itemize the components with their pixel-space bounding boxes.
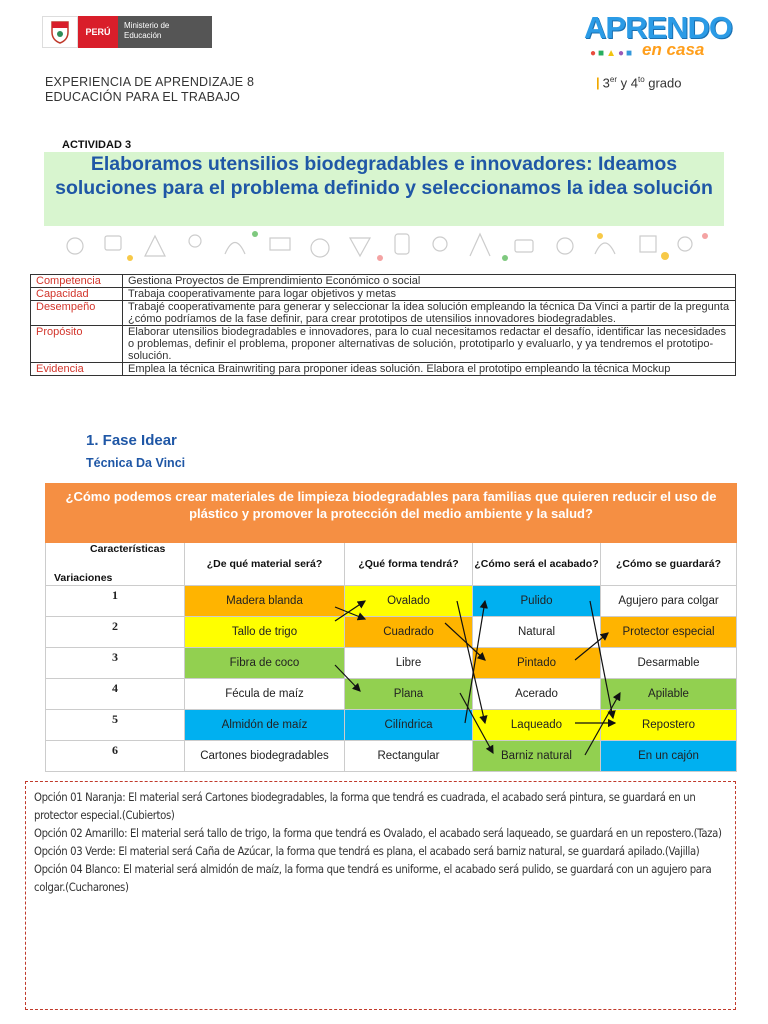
variation-number: 5 [45,710,185,741]
column-header: ¿Qué forma tendrá? [345,543,473,586]
variation-cell: Agujero para colgar [601,586,737,617]
table-row [45,710,737,741]
variation-number: 2 [45,617,185,648]
row-value: Emplea la técnica Brainwriting para proponer ideas solución. Elabora el prototipo empleando la técnica Mockup [123,363,736,376]
column-header: ¿Cómo se guardará? [601,543,737,586]
variation-cell: Cuadrado [345,617,473,648]
table-row [31,301,736,326]
variation-cell: Cilíndrica [345,710,473,741]
coat-of-arms-icon [42,16,78,48]
variation-cell: Cartones biodegradables [185,741,345,772]
column-header: ¿Cómo será el acabado? [473,543,601,586]
variation-cell: Apilable [601,679,737,710]
variation-cell: Laqueado [473,710,601,741]
variation-cell: Almidón de maíz [185,710,345,741]
corner-variations: Variaciones [54,572,113,584]
option-item: Opción 02 Amarillo: El material será tallo de trigo, la forma que tendrá es Ovalado, el acabado será laqueado, se guardará en un repostero.(Taza) [34,826,722,840]
variation-cell: Ovalado [345,586,473,617]
row-value: Trabajé cooperativamente para generar y seleccionar la idea solución empleando la técnica Da Vinci a partir de la pregunta ¿cómo podríamos de la fase definir, para crear prototipos de utensilios innovadores biodegradables. [123,301,736,326]
grade-label: | 3er y $4^{to}$ grado [596,75,682,91]
variation-cell: Pulido [473,586,601,617]
table-row [45,741,737,772]
aprendo-en-casa-logo [584,10,733,59]
activity-label: ACTIVIDAD 3 [62,139,132,151]
variation-cell: Protector especial [601,617,737,648]
row-label: Propósito [31,326,123,363]
corner-characteristics: Características [90,543,166,555]
table-row [31,288,736,301]
option-item: Opción 04 Blanco: El material será almidón de maíz, la forma que tendrá es uniforme, el acabado será pulido, se guardará con un agujero para colgar.(Cucharones) [34,862,712,894]
davinci-header-row [45,543,737,586]
variation-cell: Natural [473,617,601,648]
table-row [45,617,737,648]
row-label: Competencia [31,275,123,288]
column-header: ¿De qué material será? [185,543,345,586]
variation-number: 6 [45,741,185,772]
table-row [31,326,736,363]
variation-cell: Fécula de maíz [185,679,345,710]
row-label: Capacidad [31,288,123,301]
table-row [45,679,737,710]
variation-cell: Repostero [601,710,737,741]
brand-sub: en casa [642,40,705,59]
davinci-question: ¿Cómo podemos crear materiales de limpieza biodegradables para familias que quieren reducir el uso de plástico y promover la protección del medio ambiente y la salud? [45,483,737,543]
option-item: Opción 03 Verde: El material será Caña de Azúcar, la forma que tendrá es plana, el acabado será barniz natural, se guardará apilado.(Vajilla) [34,844,700,858]
variation-cell: Fibra de coco [185,648,345,679]
experience-title: EXPERIENCIA DE APRENDIZAJE 8 [45,75,255,89]
section-subheading: Técnica Da Vinci [86,456,186,470]
row-value: Gestiona Proyectos de Emprendimiento Económico o social [123,275,736,288]
area-title: EDUCACIÓN PARA EL TRABAJO [45,90,241,104]
table-row [45,648,737,679]
variation-cell: En un cajón [601,741,737,772]
title-banner [44,152,724,226]
decorative-doodles-icon [55,226,713,266]
row-value: Elaborar utensilios biodegradables e innovadores, para lo cual necesitamos redactar el desafío, identificar las necesidades o problemas, definir el problema, proponer alternativas de solución, prototiparlo y evaluarlo, y ya tendremos el prototipo-solución. [123,326,736,363]
government-logo [42,16,212,48]
activity-title: Elaboramos utensilios biodegradables e innovadores: Ideamos soluciones para el problema definido y seleccionamos la idea solución [55,153,713,199]
variation-number: 3 [45,648,185,679]
brand-main: APRENDO [584,10,733,45]
experience-info [45,75,254,105]
variation-cell: Libre [345,648,473,679]
gov-ministry-label: Ministerio de Educación [118,16,212,48]
options-box [25,781,736,1010]
variation-cell: Rectangular [345,741,473,772]
davinci-table [45,543,737,772]
table-row [31,275,736,288]
table-row [45,586,737,617]
row-value: Trabaja cooperativamente para logar objetivos y metas [123,288,736,301]
section-heading: 1. Fase Idear [86,432,177,449]
option-item: Opción 01 Naranja: El material será Cartones biodegradables, la forma que tendrá es cuadrada, el acabado será pintura, se guardará en un protector especial.(Cubiertos) [34,790,696,822]
variation-cell: Madera blanda [185,586,345,617]
row-label: Desempeño [31,301,123,326]
variation-cell: Acerado [473,679,601,710]
davinci-corner-cell [45,543,185,586]
table-row [31,363,736,376]
variation-number: 4 [45,679,185,710]
variation-cell: Tallo de trigo [185,617,345,648]
gov-peru-label: PERÚ [78,16,118,48]
variation-cell: Plana [345,679,473,710]
brand-decor-icon: ●■▲●■ [590,48,635,59]
variation-cell: Pintado [473,648,601,679]
variation-cell: Desarmable [601,648,737,679]
row-label: Evidencia [31,363,123,376]
grade-bar-icon: | [596,75,600,91]
variation-number: 1 [45,586,185,617]
variation-cell: Barniz natural [473,741,601,772]
competency-table [30,274,736,376]
